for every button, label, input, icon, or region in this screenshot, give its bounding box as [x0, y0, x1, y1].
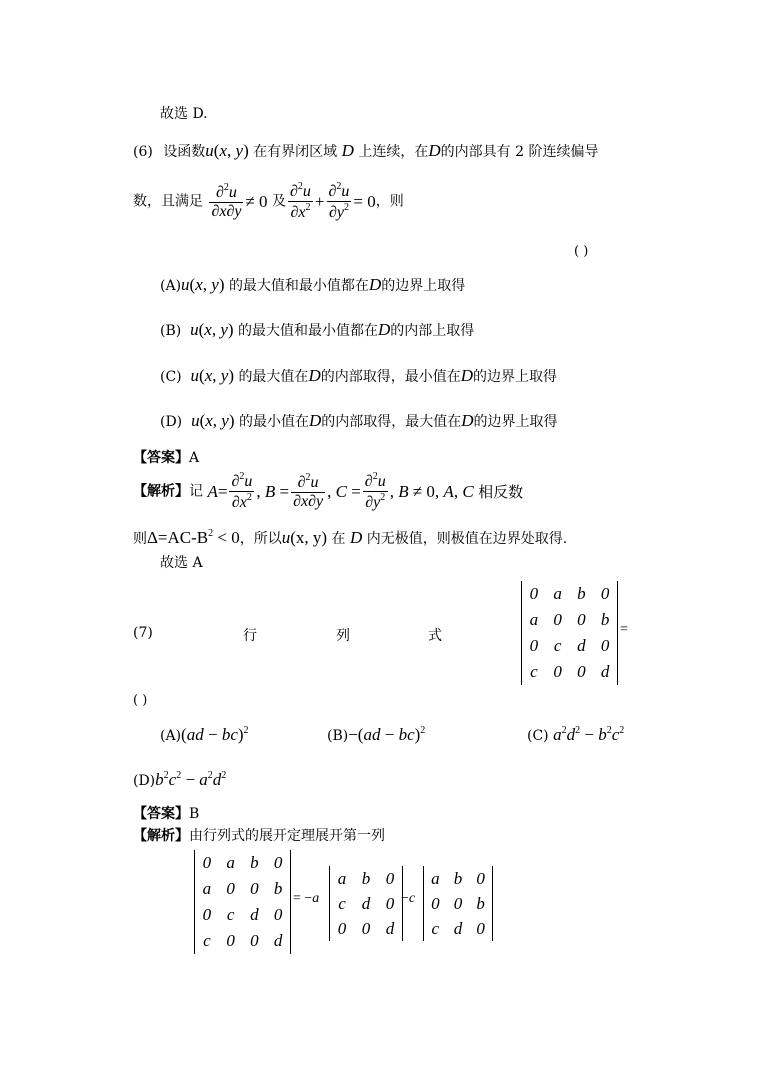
q6-stem-line1: [133, 141, 598, 161]
formula-plus: +: [314, 191, 325, 211]
option-text: 的内部上取得: [390, 323, 475, 339]
q7-answer: [133, 806, 199, 823]
matrix-entry: 0: [250, 931, 259, 950]
matrix-entry: a: [337, 868, 347, 888]
q6-option-a: (A)u(x, y) 的最大值和最小值都在D的边界上取得: [160, 275, 466, 294]
matrix-entry: a: [529, 610, 539, 629]
expansion-minus-c: −c: [401, 891, 416, 906]
matrix-entry: a: [226, 853, 235, 872]
option-text: 的最大值在: [238, 369, 309, 385]
option-text: 的最大值和最小值都在: [228, 278, 369, 294]
q7-word-1: 行: [243, 628, 257, 644]
matrix-entry: 0: [361, 918, 371, 938]
matrix-entry: 0: [453, 893, 463, 913]
matrix-entry: c: [226, 905, 235, 924]
option-label: (D): [133, 773, 156, 789]
analysis-text: 相反数: [478, 483, 524, 502]
matrix-entry: 0: [337, 918, 347, 938]
matrix-entry: d: [273, 931, 283, 950]
matrix-entry: 0: [476, 918, 485, 938]
q7-option-d: [133, 770, 226, 790]
q6-text: 数，且满足: [133, 193, 203, 210]
formula-D: D: [428, 141, 441, 160]
matrix-entry: 0: [577, 662, 586, 681]
formula-delta: $\Delta=AC-B^2 < 0$: [147, 528, 240, 547]
q7-word-2: 列: [336, 628, 350, 644]
option-text: 的边界上取得: [473, 369, 557, 385]
analysis-text: 内无极值，则极值在边界处取得.: [366, 531, 568, 547]
matrix-entry: 0: [273, 905, 283, 924]
q6-number: (6): [133, 144, 153, 160]
formula-u: u: [205, 141, 214, 160]
analysis-text: ，所以: [239, 531, 282, 547]
formula-eq-zero: = 0: [353, 191, 376, 211]
formula-uxx: $\frac{\partial^2u}{\partial x^2}$: [231, 471, 253, 511]
matrix-entry: b: [453, 868, 463, 888]
answer-value: B: [189, 806, 200, 822]
option-label: (B): [160, 323, 182, 339]
q6-text: ，则: [375, 193, 404, 210]
matrix-entry: d: [600, 662, 610, 681]
formula-option-d: $b^2c^2 - a^2d^2$: [155, 770, 227, 789]
matrix-row: [522, 633, 617, 659]
q6-option-b: (B) u(x, y) 的最大值和最小值都在D的内部上取得: [160, 320, 475, 339]
matrix-entry: c: [553, 636, 562, 655]
matrix-entry: c: [431, 918, 440, 938]
option-text: 的边界上取得: [473, 414, 558, 430]
matrix-entry: b: [577, 584, 586, 603]
option-label: (C): [160, 369, 182, 385]
q6-option-c: (C) u(x, y) 的最大值在D的内部取得，最小值在D的边界上取得: [160, 366, 557, 385]
formula-A: A: [207, 481, 218, 501]
analysis-text: 由行列式的展开定理展开第一列: [189, 828, 385, 844]
q7-option-c: [527, 725, 624, 745]
answer-value: A: [189, 450, 200, 466]
matrix-entry: 0: [273, 853, 283, 872]
option-label: (A): [160, 728, 182, 744]
option-text: 的最大值和最小值都在: [238, 323, 379, 339]
option-text: 的内部取得，最大值在: [321, 414, 462, 430]
q6-answer: [133, 450, 199, 467]
formula-uyy: $\frac{\partial^2u}{\partial y^2}$: [364, 471, 386, 511]
matrix-entry: 0: [553, 662, 562, 681]
matrix-row: [424, 916, 492, 941]
option-label: (A): [160, 278, 182, 294]
q6-text: 的内部具有 2 阶连续偏导: [440, 144, 599, 160]
q7-word-3: 式: [428, 628, 442, 644]
formula-args: (x, y): [213, 141, 249, 160]
matrix-entry: 0: [553, 610, 562, 629]
matrix-entry: d: [453, 918, 463, 938]
option-text: 的最小值在: [238, 414, 309, 430]
matrix-entry: 0: [577, 610, 586, 629]
matrix-entry: 0: [385, 893, 395, 913]
matrix-entry: 0: [385, 868, 395, 888]
matrix-entry: a: [553, 584, 562, 603]
matrix-entry: c: [338, 893, 346, 913]
minor-1: [329, 866, 403, 941]
formula-uxx: $\frac{\partial^2u}{\partial x^2}$: [290, 181, 311, 221]
q6-text: 在有界闭区域: [253, 144, 338, 160]
formula-uyy: $\frac{\partial^2u}{\partial y^2}$: [328, 181, 350, 221]
matrix-entry: c: [530, 662, 538, 681]
formula-option-c: $a^2d^2 - b^2c^2$: [553, 725, 625, 744]
expansion-minus-a: = −a: [293, 891, 320, 906]
q6-answer-paren: ( ): [574, 244, 589, 259]
matrix-entry: 0: [202, 853, 212, 872]
analysis-text: 记: [189, 483, 203, 500]
q6-analysis-line2: 则$\Delta=AC-B^2 < 0$，所以u(x, y) 在 D 内无极值，则极值在边界处取得.: [133, 528, 568, 547]
matrix-row: [424, 866, 492, 891]
matrix-entry: 0: [476, 868, 485, 888]
answer-tag: 【答案】: [133, 806, 189, 822]
matrix-entry: a: [202, 879, 212, 898]
expansion-determinant: [194, 850, 291, 954]
matrix-entry: b: [273, 879, 283, 898]
matrix-entry: b: [361, 868, 371, 888]
option-label: (B): [327, 728, 349, 744]
matrix-row: [522, 659, 617, 685]
q6-text: 及: [272, 193, 287, 210]
matrix-entry: b: [600, 610, 610, 629]
matrix-entry: 0: [529, 584, 539, 603]
matrix-entry: a: [431, 868, 440, 888]
q6-conclusion: 故选 A: [160, 555, 203, 571]
formula-D: D: [341, 141, 354, 160]
matrix-entry: 0: [202, 905, 212, 924]
matrix-entry: c: [203, 931, 211, 950]
q6-text: 设函数: [163, 144, 206, 160]
q7-determinant: [521, 581, 618, 685]
matrix-entry: 0: [250, 879, 259, 898]
matrix-entry: b: [250, 853, 259, 872]
q6-option-d: (D) u(x, y) 的最小值在D的内部取得，最大值在D的边界上取得: [160, 411, 558, 430]
matrix-entry: b: [476, 893, 485, 913]
option-text: 的内部取得，最小值在: [320, 369, 461, 385]
matrix-row: [330, 916, 402, 941]
option-text: 的边界上取得: [381, 278, 466, 294]
matrix-row: [195, 876, 290, 902]
matrix-entry: d: [250, 905, 259, 924]
matrix-entry: d: [361, 893, 371, 913]
formula-option-a: (ad − bc)$^2$: [181, 725, 249, 744]
matrix-entry: 0: [529, 636, 539, 655]
matrix-entry: 0: [226, 879, 235, 898]
q6-text: 上连续，在: [358, 144, 429, 160]
q6-analysis-line1: 【解析】记 A= $\frac{\partial^2u}{\partial x^2}$ , B = $\frac{\partial^2u}{\partial x\partial y}$ , C = $\frac{\partial^2u}{\partial y^2}$ , B ≠ 0, A, C 相反数: [133, 471, 524, 511]
matrix-entry: 0: [600, 636, 610, 655]
analysis-text: 在: [331, 531, 346, 547]
q6-stem-line2: [133, 182, 404, 222]
option-label: (C): [527, 728, 549, 744]
matrix-entry: 0: [431, 893, 440, 913]
q7-answer-paren: ( ): [133, 693, 148, 708]
q5-conclusion: 故选 D.: [160, 106, 208, 122]
q7-number: (7): [133, 625, 153, 641]
option-label: (D): [160, 414, 183, 430]
matrix-row: [195, 928, 290, 954]
analysis-tag: 【解析】: [133, 483, 189, 500]
matrix-entry: d: [385, 918, 395, 938]
matrix-row: [522, 581, 617, 607]
q7-option-b: [327, 725, 425, 745]
answer-tag: 【答案】: [133, 450, 189, 466]
matrix-row: [522, 607, 617, 633]
matrix-row: [195, 902, 290, 928]
minor-2: [423, 866, 493, 941]
matrix-row: [195, 850, 290, 876]
analysis-tag: 【解析】: [133, 828, 189, 844]
analysis-text: 则: [133, 531, 147, 547]
matrix-entry: d: [577, 636, 586, 655]
q7-equals: =: [620, 622, 628, 637]
matrix-entry: 0: [226, 931, 235, 950]
formula-mixed-partial: $\frac{\partial^2u}{\partial x\partial y}$: [211, 182, 242, 220]
q7-option-a: [160, 725, 249, 745]
formula-option-b: −(ad − bc)$^2$: [348, 725, 426, 744]
matrix-row: [330, 866, 402, 891]
matrix-row: [330, 891, 402, 916]
formula-mixed-partial: $\frac{\partial^2u}{\partial x\partial y}$: [293, 472, 324, 510]
matrix-entry: 0: [600, 584, 610, 603]
q7-analysis: [133, 828, 385, 845]
matrix-row: [424, 891, 492, 916]
formula-neq-zero: ≠ 0: [245, 191, 268, 211]
